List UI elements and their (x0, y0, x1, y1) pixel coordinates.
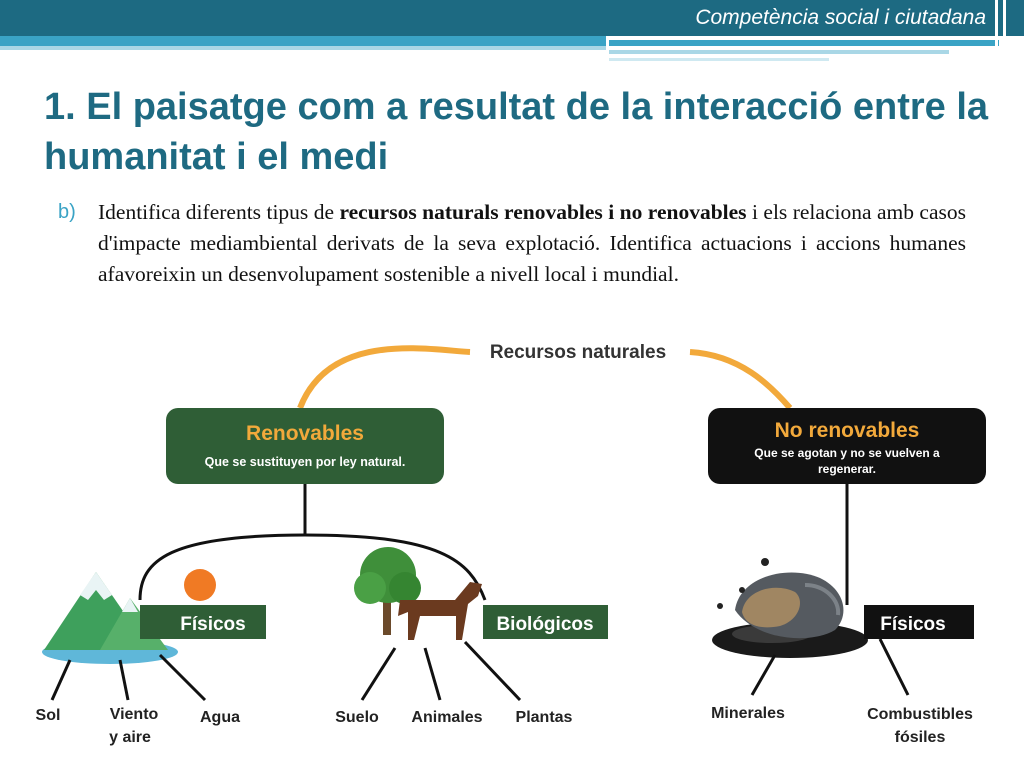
subject-label: Competència social i ciutadana (695, 6, 986, 29)
leaf-agua: Agua (200, 709, 240, 726)
no-renovables-title: No renovables (774, 419, 920, 442)
leaf-fosiles: fósiles (894, 729, 946, 746)
leaf-minerales: Minerales (711, 705, 785, 722)
biologicos-label: Biológicos (496, 614, 594, 635)
renovables-subtitle: Que se sustituyen por ley natural. (204, 455, 406, 469)
fisicos-renovables-label: Físicos (180, 614, 246, 635)
no-renovables-subtitle: regenerar. (817, 462, 877, 476)
sun-icon (184, 569, 216, 601)
oil-rock-icon (712, 558, 868, 658)
leaf-plantas: Plantas (515, 709, 573, 726)
fisicos-no-renovables-label: Físicos (880, 614, 946, 635)
leaf-sol: Sol (35, 707, 61, 724)
objective-highlight: recursos naturals renovables i no renovables (339, 200, 747, 224)
leaf-aire: y aire (109, 729, 151, 746)
leaf-animales: Animales (411, 709, 483, 726)
leaf-combustibles: Combustibles (867, 706, 973, 723)
objective-text: Identifica diferents tipus de recursos naturals renovables i no renovables i els relaciona amb casos d'impacte mediambiental derivats de la seva explotació. Identifica actuacions i accions humanes afavoreixin un desenvolupament sostenible a nivell local i mundial. (98, 200, 966, 286)
root-label: Recursos naturales (489, 342, 667, 363)
renovables-title: Renovables (246, 422, 364, 445)
connector-arc (300, 348, 470, 408)
no-renovables-subtitle: Que se agotan y no se vuelven a (754, 446, 940, 460)
list-marker: b) (58, 201, 76, 223)
page-title: 1. El paisatge com a resultat de la interacció entre la humanitat i el medi (44, 86, 989, 178)
leaf-viento: Viento (109, 706, 159, 723)
connector-arc (690, 352, 790, 408)
renovables-box (166, 408, 444, 484)
leaf-suelo: Suelo (335, 709, 379, 726)
